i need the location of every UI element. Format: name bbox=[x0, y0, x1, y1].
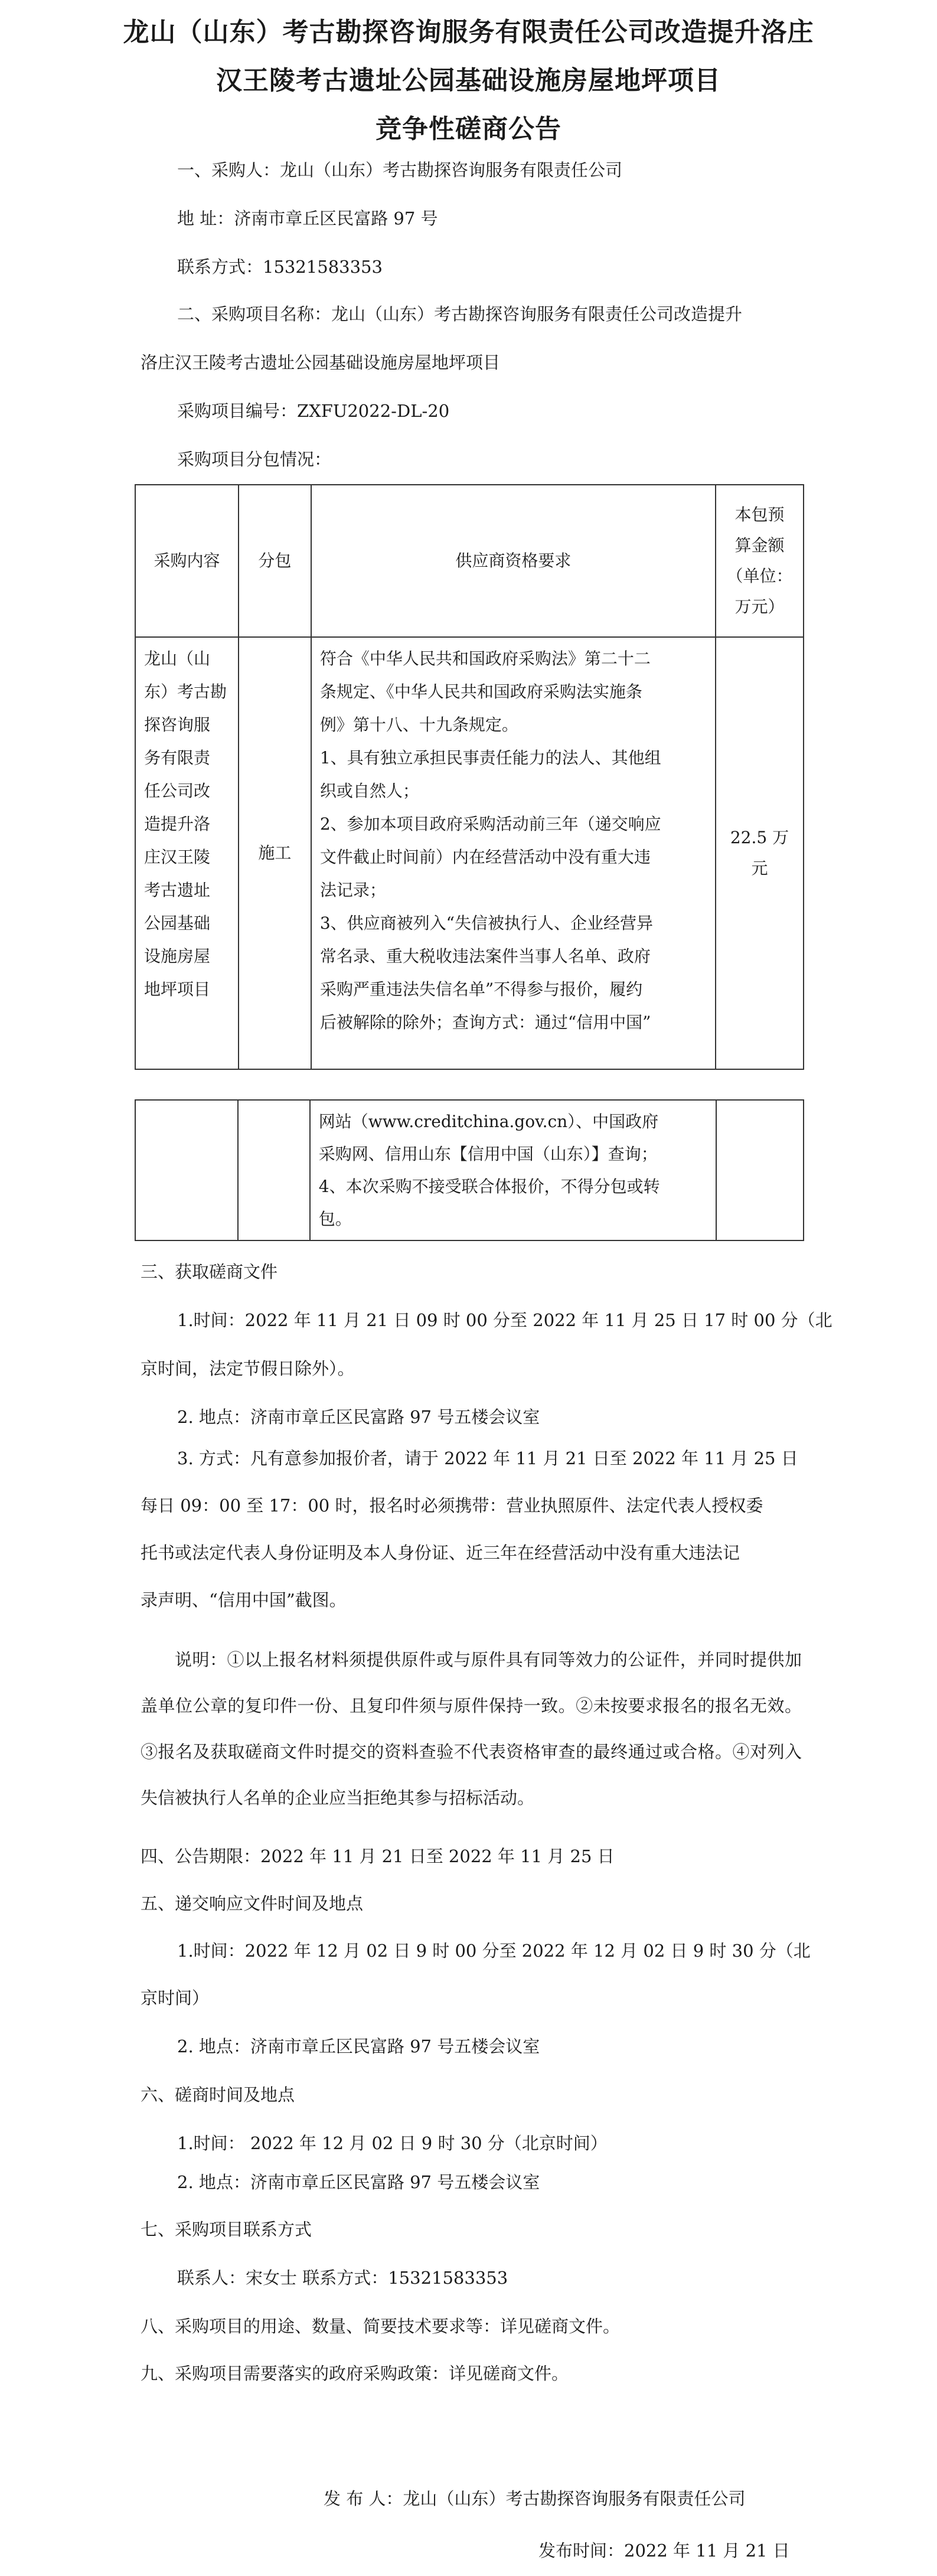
project-number: 采购项目编号：ZXFU2022-DL-20 bbox=[177, 401, 450, 421]
header-qualification: 供应商资格要求 bbox=[311, 485, 716, 637]
title-line-1: 龙山（山东）考古勘探咨询服务有限责任公司改造提升洛庄 bbox=[123, 17, 814, 47]
content-line: 庄汉王陵 bbox=[144, 847, 211, 867]
qualification-line: 2、参加本项目政府采购活动前三年（递交响应 bbox=[319, 814, 661, 834]
publish-date: 发布时间：2022 年 11 月 21 日 bbox=[538, 2541, 790, 2561]
purchaser-line: 一、采购人：龙山（山东）考古勘探咨询服务有限责任公司 bbox=[177, 160, 623, 180]
section8-text: 八、采购项目的用途、数量、简要技术要求等：详见磋商文件。 bbox=[141, 2316, 621, 2336]
submit-place: 2. 地点：济南市章丘区民富路 97 号五楼会议室 bbox=[177, 2036, 540, 2056]
obtain-method-line-2: 每日 09：00 至 17：00 时，报名时必须携带：营业执照原件、法定代表人授权委 bbox=[141, 1496, 763, 1516]
qualification-cell bbox=[311, 637, 716, 1069]
lot-table-continued bbox=[135, 1099, 804, 1241]
consult-place: 2. 地点：济南市章丘区民富路 97 号五楼会议室 bbox=[177, 2172, 540, 2192]
header-content: 采购内容 bbox=[135, 485, 239, 637]
project-name-line-1: 二、采购项目名称：龙山（山东）考古勘探咨询服务有限责任公司改造提升 bbox=[177, 304, 743, 324]
qualification-cell-continued bbox=[310, 1100, 716, 1240]
qualification-line: 采购网、信用山东【信用中国（山东）】查询； bbox=[318, 1144, 658, 1164]
obtain-time-line-1: 1.时间：2022 年 11 月 21 日 09 时 00 分至 2022 年 11 月 25 日 17 时 00 分（北 bbox=[177, 1310, 832, 1330]
budget-cell-empty bbox=[716, 1100, 804, 1240]
content-line: 地坪项目 bbox=[144, 980, 211, 999]
qualification-line: 织或自然人； bbox=[319, 781, 419, 801]
qualification-line: 法记录； bbox=[319, 880, 386, 900]
registration-note: 说明：①以上报名材料须提供原件或与原件具有同等效力的公证件，并同时提供加盖单位公章的复印件一份、且复印件须与原件保持一致。②未按要求报名的报名无效。③报名及获取磋商文件时提交的资料查验不代表资格审查的最终通过或合格。④对列入失信被执行人名单的企业应当拒绝其参与招标活动。 bbox=[141, 1650, 802, 1808]
content-line: 任公司改 bbox=[144, 781, 211, 801]
project-contact: 联系人：宋女士 联系方式：15321583353 bbox=[177, 2268, 508, 2288]
submit-time-line-1: 1.时间：2022 年 12 月 02 日 9 时 00 分至 2022 年 12 月 02 日 9 时 30 分（北 bbox=[177, 1941, 811, 1961]
qualification-line: 常名录、重大税收违法案件当事人名单、政府 bbox=[319, 946, 651, 966]
section7-heading: 七、采购项目联系方式 bbox=[141, 2219, 312, 2239]
section3-heading: 三、获取磋商文件 bbox=[141, 1262, 278, 1282]
qualification-line: 符合《中华人民共和国政府采购法》第二十二 bbox=[319, 649, 651, 668]
content-line: 考古遗址 bbox=[144, 880, 211, 900]
qualification-line: 后被解除的除外；查询方式：通过“信用中国” bbox=[319, 1013, 651, 1032]
lot-cell: 施工 bbox=[239, 637, 311, 1069]
qualification-line: 采购严重违法失信名单”不得参与报价，履约 bbox=[319, 980, 643, 999]
qualification-line: 包。 bbox=[318, 1209, 352, 1229]
content-line: 设施房屋 bbox=[144, 946, 211, 966]
content-line: 造提升洛 bbox=[144, 814, 211, 834]
qualification-line: 文件截止时间前）内在经营活动中没有重大违 bbox=[319, 847, 651, 867]
header-budget bbox=[716, 485, 804, 637]
section6-heading: 六、磋商时间及地点 bbox=[141, 2085, 295, 2105]
publisher-line: 发 布 人：龙山（山东）考古勘探咨询服务有限责任公司 bbox=[324, 2489, 746, 2509]
notice-period: 四、公告期限：2022 年 11 月 21 日至 2022 年 11 月 25 日 bbox=[141, 1846, 615, 1866]
table-row bbox=[135, 1100, 804, 1240]
lot-cell-empty bbox=[238, 1100, 310, 1240]
header-budget-line: 本包预 bbox=[734, 505, 785, 524]
contact-line: 联系方式：15321583353 bbox=[177, 257, 383, 277]
qualification-line: 网站（www.creditchina.gov.cn）、中国政府 bbox=[318, 1112, 659, 1131]
content-cell bbox=[135, 637, 239, 1069]
obtain-method-line-3: 托书或法定代表人身份证明及本人身份证、近三年在经营活动中没有重大违法记 bbox=[141, 1543, 740, 1563]
qualification-line: 1、具有独立承担民事责任能力的法人、其他组 bbox=[319, 748, 661, 768]
budget-cell bbox=[716, 637, 804, 1069]
content-line: 探咨询服 bbox=[144, 715, 211, 734]
submit-time-line-2: 京时间） bbox=[141, 1988, 210, 2008]
qualification-line: 4、本次采购不接受联合体报价，不得分包或转 bbox=[318, 1177, 660, 1196]
content-cell-empty bbox=[135, 1100, 238, 1240]
obtain-place: 2. 地点：济南市章丘区民富路 97 号五楼会议室 bbox=[177, 1407, 540, 1427]
table-header-row bbox=[135, 485, 804, 637]
address-line: 地 址：济南市章丘区民富路 97 号 bbox=[177, 208, 438, 228]
title-line-3: 竞争性磋商公告 bbox=[376, 114, 561, 144]
budget-line: 22.5 万 bbox=[730, 828, 789, 847]
header-budget-line: （单位： bbox=[726, 566, 793, 586]
budget-line: 元 bbox=[751, 858, 768, 878]
header-budget-line: 万元） bbox=[734, 597, 785, 616]
content-line: 务有限责 bbox=[144, 748, 211, 768]
qualification-line: 3、供应商被列入“失信被执行人、企业经营异 bbox=[319, 913, 653, 933]
content-line: 龙山（山 bbox=[144, 649, 211, 668]
consult-time: 1.时间： 2022 年 12 月 02 日 9 时 30 分（北京时间） bbox=[177, 2133, 608, 2153]
table-row bbox=[135, 637, 804, 1069]
obtain-method-line-1: 3. 方式：凡有意参加报价者，请于 2022 年 11 月 21 日至 2022 年 11 月 25 日 bbox=[177, 1448, 798, 1468]
header-budget-line: 算金额 bbox=[734, 536, 785, 555]
section9-text: 九、采购项目需要落实的政府采购政策：详见磋商文件。 bbox=[141, 2363, 569, 2384]
project-name-line-2: 洛庄汉王陵考古遗址公园基础设施房屋地坪项目 bbox=[141, 352, 501, 373]
header-lot: 分包 bbox=[239, 485, 311, 637]
obtain-time-line-2: 京时间，法定节假日除外）。 bbox=[141, 1359, 355, 1379]
obtain-method-line-4: 录声明、“信用中国”截图。 bbox=[141, 1590, 347, 1610]
section5-heading: 五、递交响应文件时间及地点 bbox=[141, 1893, 364, 1914]
content-line: 东）考古勘 bbox=[144, 682, 227, 701]
content-line: 公园基础 bbox=[144, 913, 211, 933]
qualification-line: 例》第十八、十九条规定。 bbox=[319, 715, 518, 734]
lots-intro: 采购项目分包情况： bbox=[177, 449, 332, 469]
lot-table bbox=[135, 484, 804, 1070]
qualification-line: 条规定、《中华人民共和国政府采购法实施条 bbox=[319, 682, 642, 701]
title-line-2: 汉王陵考古遗址公园基础设施房屋地坪项目 bbox=[216, 66, 721, 96]
